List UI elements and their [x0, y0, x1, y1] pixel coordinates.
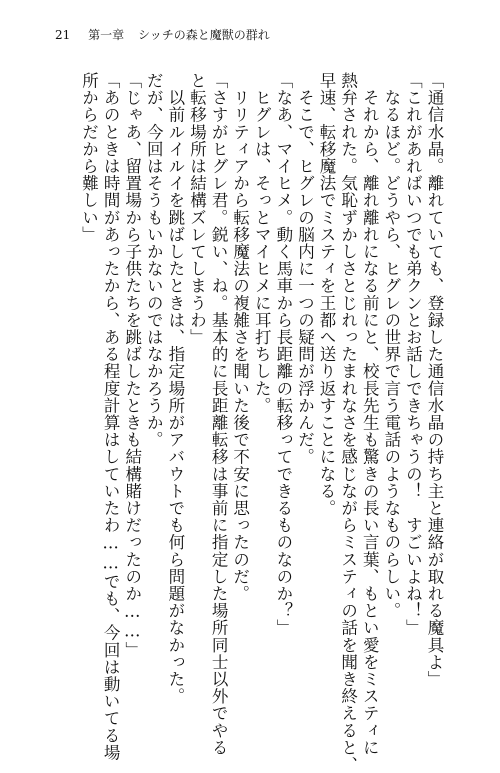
text-line: 「これがあればいつでも弟クンとお話しできちゃうの！ すごいよね！」 [403, 72, 423, 637]
text-line: 「なあ、マイヒメ。動く馬車から長距離の転移ってできるものなのか？」 [273, 72, 293, 637]
text-line: と転移場所は結構ズレてしまうわ」 [187, 72, 207, 346]
chapter-title: シッチの森と魔獣の群れ [137, 28, 270, 42]
text-line: リリティアから転移魔法の複雑さを聞いた後で不安に思ったのだ。 [230, 72, 250, 603]
chapter-label: 第一章 [88, 28, 125, 42]
text-line: なるほど。どうやら、ヒグレの世界で言う電話のようなものらしい。 [381, 72, 401, 620]
text-line: そこで、ヒグレの脳内に一つの疑問が浮かんだ。 [295, 72, 315, 466]
text-line: ヒグレは、そっとマイヒメに耳打ちした。 [252, 72, 272, 414]
text-line: 「通信水晶。離れていても、登録した通信水晶の持ち主と連絡が取れる魔具よ」 [425, 72, 444, 688]
page-header [55, 26, 270, 43]
text-line: 熱弁された。気恥ずかしさとじれったまれなさを感じながらミスティの話を聞き終えると、 [338, 72, 358, 773]
text-line: それから、離れ離れになる前にと、校長先生も驚きの長い言葉、もとい愛をミスティに [360, 72, 380, 756]
text-line: 「あのときは時間があったから、ある程度計算はしていたわ……でも、今回は動いてる場 [101, 72, 121, 761]
text-line: 以前ルイルイを跳ばしたときは、指定場所がアバウトでも何ら問題がなかった。 [165, 72, 185, 705]
page-number: 21 [55, 28, 71, 42]
text-line: 所からだから難しい」 [79, 72, 99, 243]
text-line: 「さすがヒグレ君。鋭い、ね。基本的に長距離転移は事前に指定した場所同士以外でやる [209, 72, 229, 756]
text-line: 早速、転移魔法でミスティを王都へ送り返すことになる。 [317, 72, 337, 517]
text-line: 「じゃあ、留置場から子供たちを跳ばしたときも結構賭けだったのか……」 [122, 72, 142, 659]
vertical-body-text [70, 72, 445, 773]
text-line: だが、今回はそうもいかないのではなかろうか。 [144, 72, 164, 449]
